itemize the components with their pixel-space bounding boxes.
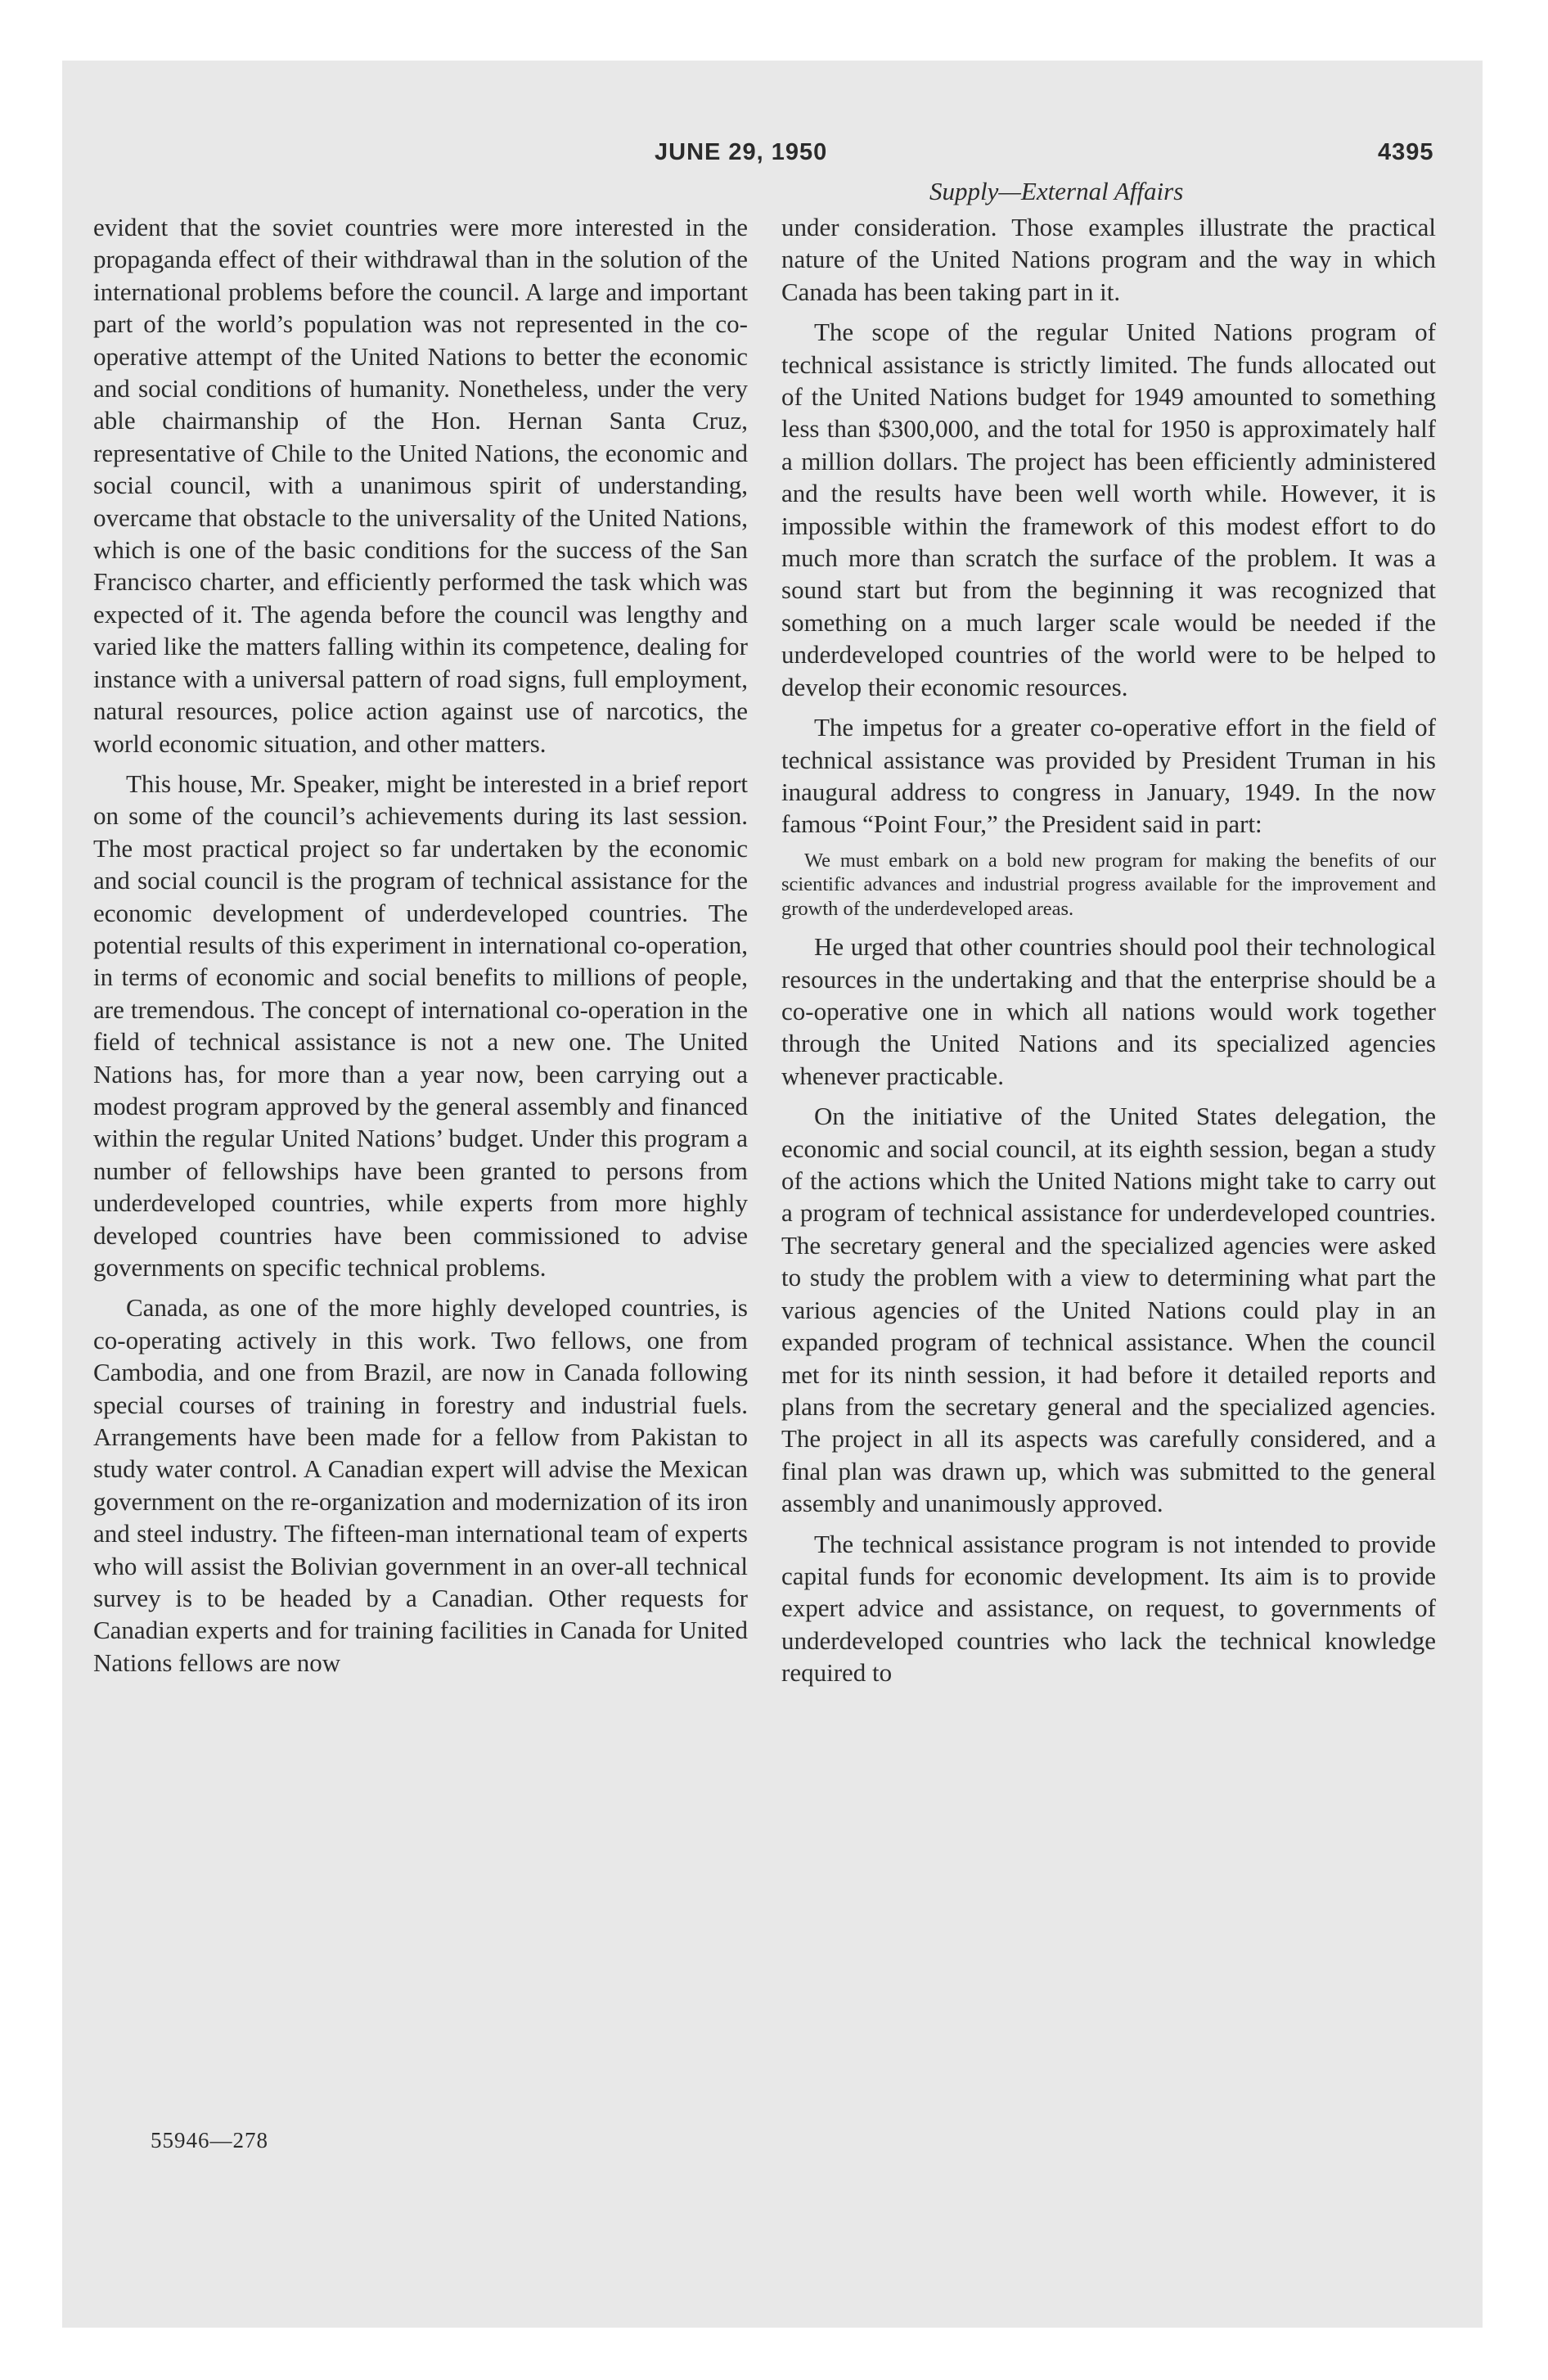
paragraph: evident that the soviet countries were more interested in the propaganda effect of their withdrawal than in the solution of the international problems before the council. A large and important part of the world’s population was not represented in the co-operative attempt of the United Nations to better the economic and social conditions of humanity. Nonetheless, under the very able chairmanship of the Hon. Hernan Santa Cruz, representative of Chile to the United Nations, the economic and social council, with a unanimous spirit of understanding, overcame that obstacle to the universality of the United Nations, which is one of the basic conditions for the success of the San Francisco charter, and efficiently performed the task which was expected of it. The agenda before the council was lengthy and varied like the matters falling within its competence, dealing for instance with a universal pattern of road signs, full employment, natural resources, police action against use of narcotics, the world economic situation, and other matters.: [93, 213, 748, 758]
paragraph: The technical assistance program is not intended to provide capital funds for economic development. Its aim is to provide expert advice and assistance, on request, to governments of underdeveloped countries who lack the technical knowledge required to: [781, 1529, 1436, 1688]
paragraph: under consideration. Those examples illustrate the practical nature of the United Nations program and the way in which Canada has been taking part in it.: [781, 213, 1436, 306]
right-column: [781, 211, 1436, 1697]
paragraph: This house, Mr. Speaker, might be interested in a brief report on some of the council’s achievements during its last session. The most practical project so far undertaken by the economic and social council is the program of technical assistance for the economic development of underdeveloped countries. The potential results of this experiment in international co-operation, in terms of economic and social benefits to millions of people, are tremendous. The concept of international co-operation in the field of technical assistance is not a new one. The United Nations has, for more than a year now, been carrying out a modest program approved by the general assembly and financed within the regular United Nations’ budget. Under this program a number of fellowships have been granted to persons from underdeveloped countries, while experts from more highly developed countries have been commissioned to advise governments on specific technical problems.: [93, 769, 748, 1282]
header-date: JUNE 29, 1950: [655, 139, 828, 165]
paragraph: He urged that other countries should pool their technological resources in the undertaking and that the enterprise should be a co-operative one in which all nations would work together through the United Nations and its specialized agencies whenever practicable.: [781, 932, 1436, 1090]
left-column: [93, 211, 748, 1687]
paragraph: The impetus for a greater co-operative effort in the field of technical assistance was provided by President Truman in his inaugural address to congress in January, 1949. In the now famous “Point Four,” the President said in part:: [781, 713, 1436, 839]
paragraph: Canada, as one of the more highly developed countries, is co-operating actively in this work. Two fellows, one from Cambodia, and one from Brazil, are now in Canada following special courses of training in forestry and industrial fuels. Arrangements have been made for a fellow from Pakistan to study water control. A Canadian expert will advise the Mexican government on the re-organization and modernization of its iron and steel industry. The fifteen-man international team of experts who will assist the Bolivian government in an over-all technical survey is to be headed by a Canadian. Other requests for Canadian experts and for training facilities in Canada for United Nations fellows are now: [93, 1293, 748, 1677]
running-head: Supply—External Affairs: [929, 177, 1184, 205]
paragraph: On the initiative of the United States delegation, the economic and social council, at its eighth session, began a study of the actions which the United Nations might take to carry out a program of technical assistance for underdeveloped countries. The secretary general and the specialized agencies were asked to study the problem with a view to determining what part the various agencies of the United Nations could play in an expanded program of technical assistance. When the council met for its ninth session, it had before it detailed reports and plans from the secretary general and the specialized agencies. The project in all its aspects was carefully considered, and a final plan was drawn up, which was submitted to the general assembly and unanimously approved.: [781, 1102, 1436, 1518]
paragraph: The scope of the regular United Nations program of technical assistance is strictly limited. The funds allocated out of the United Nations budget for 1949 amounted to something less than $300,000, and the total for 1950 is approximately half a million dollars. The project has been efficiently administered and the results have been well worth while. However, it is impossible within the framework of this modest effort to do much more than scratch the surface of the problem. It was a sound start but from the beginning it was recognized that something on a much larger scale would be needed if the underdeveloped countries of the world were to be helped to develop their economic resources.: [781, 318, 1436, 701]
page-number: 4395: [1378, 139, 1434, 165]
footer-code: 55946—278: [151, 2128, 268, 2152]
block-quote: We must embark on a bold new program for making the benefits of our scientific advances and industrial progress available for the improvement and growth of the underdeveloped areas.: [781, 849, 1436, 920]
